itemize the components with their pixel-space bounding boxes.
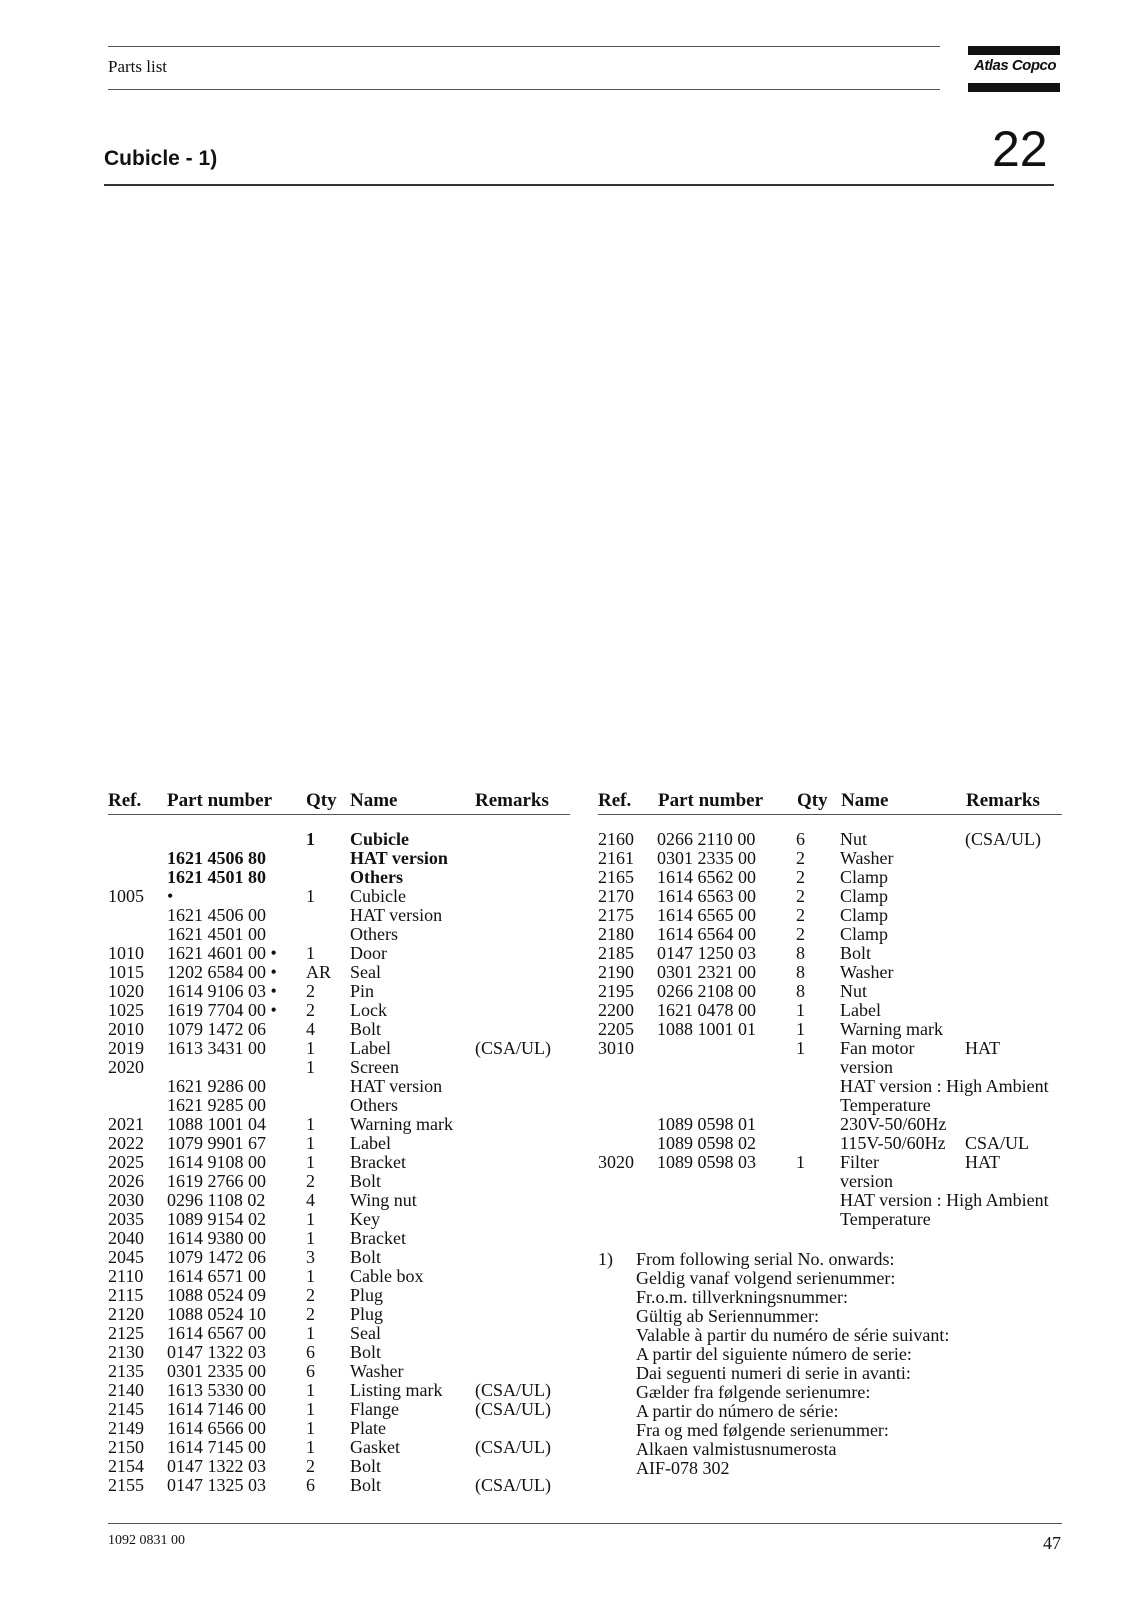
- ref-cell: 2200: [598, 1000, 634, 1020]
- table-row: [598, 1134, 1068, 1153]
- ref-cell: 2149: [108, 1418, 144, 1438]
- ref-cell: 3020: [598, 1152, 634, 1172]
- table-row: [108, 1039, 578, 1058]
- ref-cell: 2010: [108, 1019, 144, 1039]
- section-number: 22: [992, 121, 1048, 177]
- part-number-cell: 1621 9286 00: [167, 1076, 266, 1096]
- table-row: [598, 1077, 1068, 1096]
- part-number-cell: 1088 0524 09: [167, 1285, 266, 1305]
- table-row: [598, 1191, 1068, 1210]
- qty-cell: 1: [306, 1418, 315, 1438]
- qty-cell: 8: [796, 962, 805, 982]
- table-row: [598, 906, 1068, 925]
- qty-cell: 2: [306, 981, 315, 1001]
- remarks-cell: HAT: [965, 1038, 1000, 1058]
- table-row: [598, 1172, 1068, 1191]
- part-number-cell: 0266 2110 00: [657, 829, 756, 849]
- table-row: [108, 887, 578, 906]
- table-row: [108, 1267, 578, 1286]
- name-cell: Label: [350, 1133, 391, 1153]
- qty-cell: 4: [306, 1019, 315, 1039]
- qty-cell: 1: [306, 829, 315, 849]
- name-cell: Bracket: [350, 1228, 406, 1248]
- name-cell: Clamp: [840, 886, 888, 906]
- ref-cell: 2022: [108, 1133, 144, 1153]
- qty-cell: 2: [306, 1000, 315, 1020]
- ref-cell: 2170: [598, 886, 634, 906]
- remarks-cell: CSA/UL: [965, 1133, 1030, 1153]
- part-number-cell: 1614 9108 00: [167, 1152, 266, 1172]
- ref-cell: 1015: [108, 962, 144, 982]
- part-number-cell: 0301 2335 00: [167, 1361, 266, 1381]
- part-number-cell: 0301 2335 00: [657, 848, 756, 868]
- name-cell: Cubicle: [350, 886, 406, 906]
- part-number-cell: 1621 4501 00: [167, 924, 266, 944]
- ref-cell: 2021: [108, 1114, 144, 1134]
- qty-cell: 1: [306, 1057, 315, 1077]
- name-cell: Washer: [840, 848, 894, 868]
- name-cell: Screen: [350, 1057, 399, 1077]
- right-header-rule: [598, 814, 1062, 815]
- name-cell: Temperature: [840, 1095, 931, 1115]
- qty-cell: 1: [306, 1228, 315, 1248]
- part-number-cell: 1613 5330 00: [167, 1380, 266, 1400]
- qty-cell: 1: [306, 1038, 315, 1058]
- col-header-name: Name: [841, 790, 889, 811]
- table-row: [108, 1191, 578, 1210]
- col-header-qty: Qty: [306, 790, 337, 811]
- part-number-cell: 1614 9380 00: [167, 1228, 266, 1248]
- qty-cell: 1: [796, 1038, 805, 1058]
- ref-cell: 2150: [108, 1437, 144, 1457]
- ref-cell: 2161: [598, 848, 634, 868]
- part-number-cell: 1614 6562 00: [657, 867, 756, 887]
- part-number-cell: 0147 1250 03: [657, 943, 756, 963]
- part-number-cell: 1621 4506 80: [167, 848, 266, 868]
- name-cell: Seal: [350, 962, 381, 982]
- part-number-cell: 0296 1108 02: [167, 1190, 266, 1210]
- title-rule: [104, 184, 1054, 186]
- name-cell: Bolt: [350, 1342, 382, 1362]
- footnote-text: Fra og med følgende serienummer:: [636, 1420, 889, 1440]
- table-row: [598, 1096, 1068, 1115]
- qty-cell: 1: [306, 1437, 315, 1457]
- qty-cell: 1: [306, 1209, 315, 1229]
- name-cell: Washer: [840, 962, 894, 982]
- name-cell: Pin: [350, 981, 375, 1001]
- remarks-cell: HAT: [965, 1152, 1000, 1172]
- ref-cell: 2035: [108, 1209, 144, 1229]
- name-cell: version: [840, 1171, 893, 1191]
- name-cell: Plug: [350, 1285, 384, 1305]
- table-row: [598, 830, 1068, 849]
- col-header-ref: Ref.: [598, 790, 632, 811]
- name-cell: Clamp: [840, 905, 888, 925]
- qty-cell: 2: [796, 924, 805, 944]
- qty-cell: 2: [796, 886, 805, 906]
- table-row: [108, 1324, 578, 1343]
- qty-cell: 2: [306, 1456, 315, 1476]
- ref-cell: 2020: [108, 1057, 144, 1077]
- name-cell: Gasket: [350, 1437, 400, 1457]
- col-header-remarks: Remarks: [966, 790, 1040, 811]
- table-row: [108, 1210, 578, 1229]
- table-row: [598, 963, 1068, 982]
- table-row: [108, 944, 578, 963]
- footnote-text: Alkaen valmistusnumerosta: [636, 1439, 837, 1459]
- document-number: 1092 0831 00: [108, 1533, 185, 1548]
- footnote-text: Gültig ab Seriennummer:: [636, 1306, 819, 1326]
- name-cell: HAT version: [350, 848, 448, 868]
- name-cell: Others: [350, 867, 403, 887]
- footnote-text: Gælder fra følgende serienumre:: [636, 1382, 871, 1402]
- table-row: [108, 1134, 578, 1153]
- table-row: [108, 1343, 578, 1362]
- col-header-name: Name: [350, 790, 398, 811]
- table-row: [108, 868, 578, 887]
- footnote-text: AIF-078 302: [636, 1458, 730, 1478]
- qty-cell: 2: [306, 1285, 315, 1305]
- qty-cell: 6: [306, 1361, 315, 1381]
- name-cell: Bolt: [350, 1456, 382, 1476]
- remarks-cell: (CSA/UL): [475, 1399, 551, 1419]
- table-row: [108, 1248, 578, 1267]
- part-number-cell: 1621 9285 00: [167, 1095, 266, 1115]
- qty-cell: 2: [306, 1171, 315, 1191]
- part-number-cell: 1088 0524 10: [167, 1304, 266, 1324]
- name-cell: Label: [840, 1000, 881, 1020]
- name-cell: Bolt: [840, 943, 872, 963]
- qty-cell: 1: [306, 1380, 315, 1400]
- ref-cell: 2180: [598, 924, 634, 944]
- name-cell: Bolt: [350, 1475, 382, 1495]
- col-header-ref: Ref.: [108, 790, 142, 811]
- part-number-cell: 1614 6563 00: [657, 886, 756, 906]
- qty-cell: 6: [306, 1342, 315, 1362]
- ref-cell: 2025: [108, 1152, 144, 1172]
- part-number-cell: 1079 1472 06: [167, 1019, 266, 1039]
- table-row: [108, 925, 578, 944]
- name-cell: HAT version: [350, 1076, 443, 1096]
- ref-cell: 1025: [108, 1000, 144, 1020]
- ref-cell: 2154: [108, 1456, 144, 1476]
- qty-cell: 1: [796, 1152, 805, 1172]
- ref-cell: 2175: [598, 905, 634, 925]
- ref-cell: 2140: [108, 1380, 144, 1400]
- part-number-cell: 0147 1325 03: [167, 1475, 266, 1495]
- qty-cell: 2: [796, 867, 805, 887]
- name-cell: Listing mark: [350, 1380, 443, 1400]
- left-header-rule: [108, 814, 570, 815]
- part-number-cell: 1621 4506 00: [167, 905, 266, 925]
- ref-cell: 2019: [108, 1038, 144, 1058]
- table-row: [598, 868, 1068, 887]
- table-row: [108, 1077, 578, 1096]
- qty-cell: 1: [306, 1266, 315, 1286]
- part-number-cell: 0147 1322 03: [167, 1342, 266, 1362]
- name-cell: 115V-50/60Hz: [840, 1133, 946, 1153]
- table-row: [598, 1058, 1068, 1077]
- brand-logo: [968, 46, 1060, 92]
- table-row: [108, 1286, 578, 1305]
- col-header-part-number: Part number: [658, 790, 764, 811]
- table-row: [108, 963, 578, 982]
- part-number-cell: 1088 1001 04: [167, 1114, 266, 1134]
- table-row: [108, 849, 578, 868]
- footnote-text: A partir del siguiente número de serie:: [636, 1344, 912, 1364]
- ref-cell: 2160: [598, 829, 634, 849]
- name-cell: Key: [350, 1209, 380, 1229]
- name-cell: Label: [350, 1038, 391, 1058]
- ref-cell: 2045: [108, 1247, 144, 1267]
- ref-cell: 2030: [108, 1190, 144, 1210]
- ref-cell: 1010: [108, 943, 144, 963]
- qty-cell: 2: [796, 905, 805, 925]
- left-parts-table: [108, 830, 578, 1495]
- qty-cell: 1: [306, 943, 315, 963]
- name-cell: Cable box: [350, 1266, 424, 1286]
- ref-cell: 2125: [108, 1323, 144, 1343]
- header-bottom-rule: [108, 89, 940, 90]
- header-label: Parts list: [108, 57, 168, 76]
- part-number-cell: 1614 6567 00: [167, 1323, 266, 1343]
- qty-cell: 1: [306, 1133, 315, 1153]
- table-row: [598, 944, 1068, 963]
- table-row: [598, 1115, 1068, 1134]
- name-cell: Bolt: [350, 1171, 382, 1191]
- name-cell: Filter: [840, 1152, 879, 1172]
- footnote-text: Valable à partir du numéro de série suivant:: [636, 1325, 950, 1345]
- table-row: [108, 1172, 578, 1191]
- table-row: [108, 1115, 578, 1134]
- ref-cell: 2110: [108, 1266, 144, 1286]
- ref-cell: 2185: [598, 943, 634, 963]
- name-cell: Plate: [350, 1418, 386, 1438]
- qty-cell: 1: [796, 1019, 805, 1039]
- name-cell: Cubicle: [350, 829, 410, 849]
- qty-cell: 1: [796, 1000, 805, 1020]
- ref-cell: 1005: [108, 886, 144, 906]
- part-number-cell: 1202 6584 00 •: [167, 962, 277, 982]
- part-number-cell: 0147 1322 03: [167, 1456, 266, 1476]
- table-row: [598, 925, 1068, 944]
- qty-cell: 3: [306, 1247, 315, 1267]
- table-row: [598, 982, 1068, 1001]
- name-cell: Washer: [350, 1361, 404, 1381]
- table-row: [108, 1001, 578, 1020]
- remarks-cell: (CSA/UL): [475, 1380, 551, 1400]
- name-cell: Wing nut: [350, 1190, 417, 1210]
- table-row: [108, 1362, 578, 1381]
- name-cell: Clamp: [840, 867, 888, 887]
- qty-cell: AR: [306, 962, 332, 982]
- name-cell: version: [840, 1057, 893, 1077]
- ref-cell: 2165: [598, 867, 634, 887]
- name-cell: Door: [350, 943, 387, 963]
- name-cell: Bracket: [350, 1152, 406, 1172]
- table-row: [108, 830, 578, 849]
- part-number-cell: 0266 2108 00: [657, 981, 756, 1001]
- part-number-cell: 1613 3431 00: [167, 1038, 266, 1058]
- logo-bottom-bar: [968, 83, 1060, 92]
- name-cell: Lock: [350, 1000, 387, 1020]
- name-cell: HAT version : High Ambient: [840, 1076, 1049, 1096]
- qty-cell: 1: [306, 886, 315, 906]
- name-cell: Nut: [840, 981, 867, 1001]
- footnote-text: A partir do número de série:: [636, 1401, 839, 1421]
- page-number: 47: [1043, 1533, 1061, 1553]
- ref-cell: 2195: [598, 981, 634, 1001]
- table-row: [108, 1438, 578, 1457]
- footnote-marker: 1): [598, 1249, 613, 1269]
- qty-cell: 1: [306, 1114, 315, 1134]
- part-number-cell: 1079 9901 67: [167, 1133, 266, 1153]
- name-cell: Temperature: [840, 1209, 931, 1229]
- part-number-cell: •: [167, 886, 174, 906]
- ref-cell: 2135: [108, 1361, 144, 1381]
- part-number-cell: 1614 6565 00: [657, 905, 756, 925]
- part-number-cell: 1619 2766 00: [167, 1171, 266, 1191]
- ref-cell: 2145: [108, 1399, 144, 1419]
- footnote-text: Dai seguenti numeri di serie in avanti:: [636, 1363, 911, 1383]
- part-number-cell: 1614 6566 00: [167, 1418, 266, 1438]
- ref-cell: 1020: [108, 981, 144, 1001]
- table-row: [108, 1020, 578, 1039]
- name-cell: Others: [350, 1095, 398, 1115]
- part-number-cell: 1089 0598 01: [657, 1114, 756, 1134]
- footnote-text: Fr.o.m. tillverkningsnummer:: [636, 1287, 848, 1307]
- qty-cell: 4: [306, 1190, 315, 1210]
- remarks-cell: (CSA/UL): [475, 1437, 551, 1457]
- part-number-cell: 1614 7146 00: [167, 1399, 266, 1419]
- table-row: [108, 1400, 578, 1419]
- qty-cell: 1: [306, 1323, 315, 1343]
- qty-cell: 2: [306, 1304, 315, 1324]
- header-top-rule: [108, 46, 940, 47]
- name-cell: HAT version : High Ambient: [840, 1190, 1049, 1210]
- name-cell: HAT version: [350, 905, 443, 925]
- table-row: [598, 887, 1068, 906]
- table-row: [108, 982, 578, 1001]
- name-cell: Bolt: [350, 1019, 382, 1039]
- name-cell: Flange: [350, 1399, 399, 1419]
- col-header-part-number: Part number: [167, 790, 273, 811]
- name-cell: Fan motor: [840, 1038, 915, 1058]
- ref-cell: 2026: [108, 1171, 144, 1191]
- logo-top-bar: [968, 46, 1060, 55]
- table-row: [108, 906, 578, 925]
- part-number-cell: 1614 6564 00: [657, 924, 756, 944]
- part-number-cell: 1614 7145 00: [167, 1437, 266, 1457]
- part-number-cell: 1089 0598 03: [657, 1152, 756, 1172]
- table-row: [108, 1058, 578, 1077]
- page-title: Cubicle - 1): [104, 147, 218, 170]
- part-number-cell: 1089 9154 02: [167, 1209, 266, 1229]
- right-parts-table: [598, 830, 1068, 1229]
- part-number-cell: 1619 7704 00 •: [167, 1000, 277, 1020]
- name-cell: Bolt: [350, 1247, 382, 1267]
- part-number-cell: 1088 1001 01: [657, 1019, 756, 1039]
- remarks-cell: (CSA/UL): [475, 1475, 551, 1495]
- col-header-remarks: Remarks: [475, 790, 549, 811]
- logo-text: Atlas Copco: [973, 57, 1056, 74]
- qty-cell: 6: [306, 1475, 315, 1495]
- part-number-cell: 1614 6571 00: [167, 1266, 266, 1286]
- qty-cell: 6: [796, 829, 805, 849]
- footnote-text: From following serial No. onwards:: [636, 1249, 895, 1269]
- part-number-cell: 1621 0478 00: [657, 1000, 756, 1020]
- table-row: [598, 1210, 1068, 1229]
- footnote-text: Geldig vanaf volgend serienummer:: [636, 1268, 896, 1288]
- ref-cell: 2190: [598, 962, 634, 982]
- table-row: [598, 849, 1068, 868]
- part-number-cell: 1079 1472 06: [167, 1247, 266, 1267]
- ref-cell: 2130: [108, 1342, 144, 1362]
- footer-rule: [108, 1523, 1062, 1524]
- name-cell: Others: [350, 924, 398, 944]
- qty-cell: 1: [306, 1399, 315, 1419]
- col-header-qty: Qty: [797, 790, 828, 811]
- remarks-cell: (CSA/UL): [475, 1038, 551, 1058]
- table-row: [598, 1039, 1068, 1058]
- remarks-cell: (CSA/UL): [965, 829, 1041, 849]
- part-number-cell: 1089 0598 02: [657, 1133, 756, 1153]
- table-row: [598, 1153, 1068, 1172]
- table-row: [108, 1457, 578, 1476]
- part-number-cell: 1621 4501 80: [167, 867, 266, 887]
- ref-cell: 2205: [598, 1019, 634, 1039]
- qty-cell: 1: [306, 1152, 315, 1172]
- table-row: [108, 1476, 578, 1495]
- name-cell: Seal: [350, 1323, 381, 1343]
- ref-cell: 2115: [108, 1285, 144, 1305]
- ref-cell: 2155: [108, 1475, 144, 1495]
- name-cell: Clamp: [840, 924, 888, 944]
- table-row: [108, 1229, 578, 1248]
- qty-cell: 8: [796, 981, 805, 1001]
- table-row: [108, 1419, 578, 1438]
- ref-cell: 2120: [108, 1304, 144, 1324]
- name-cell: Nut: [840, 829, 867, 849]
- table-row: [108, 1153, 578, 1172]
- name-cell: Warning mark: [840, 1019, 944, 1039]
- name-cell: Plug: [350, 1304, 384, 1324]
- table-row: [108, 1096, 578, 1115]
- name-cell: Warning mark: [350, 1114, 454, 1134]
- table-row: [598, 1001, 1068, 1020]
- part-number-cell: 0301 2321 00: [657, 962, 756, 982]
- ref-cell: 2040: [108, 1228, 144, 1248]
- table-row: [108, 1305, 578, 1324]
- ref-cell: 3010: [598, 1038, 634, 1058]
- qty-cell: 2: [796, 848, 805, 868]
- qty-cell: 8: [796, 943, 805, 963]
- part-number-cell: 1614 9106 03 •: [167, 981, 277, 1001]
- table-row: [108, 1381, 578, 1400]
- table-row: [598, 1020, 1068, 1039]
- part-number-cell: 1621 4601 00 •: [167, 943, 277, 963]
- name-cell: 230V-50/60Hz: [840, 1114, 947, 1134]
